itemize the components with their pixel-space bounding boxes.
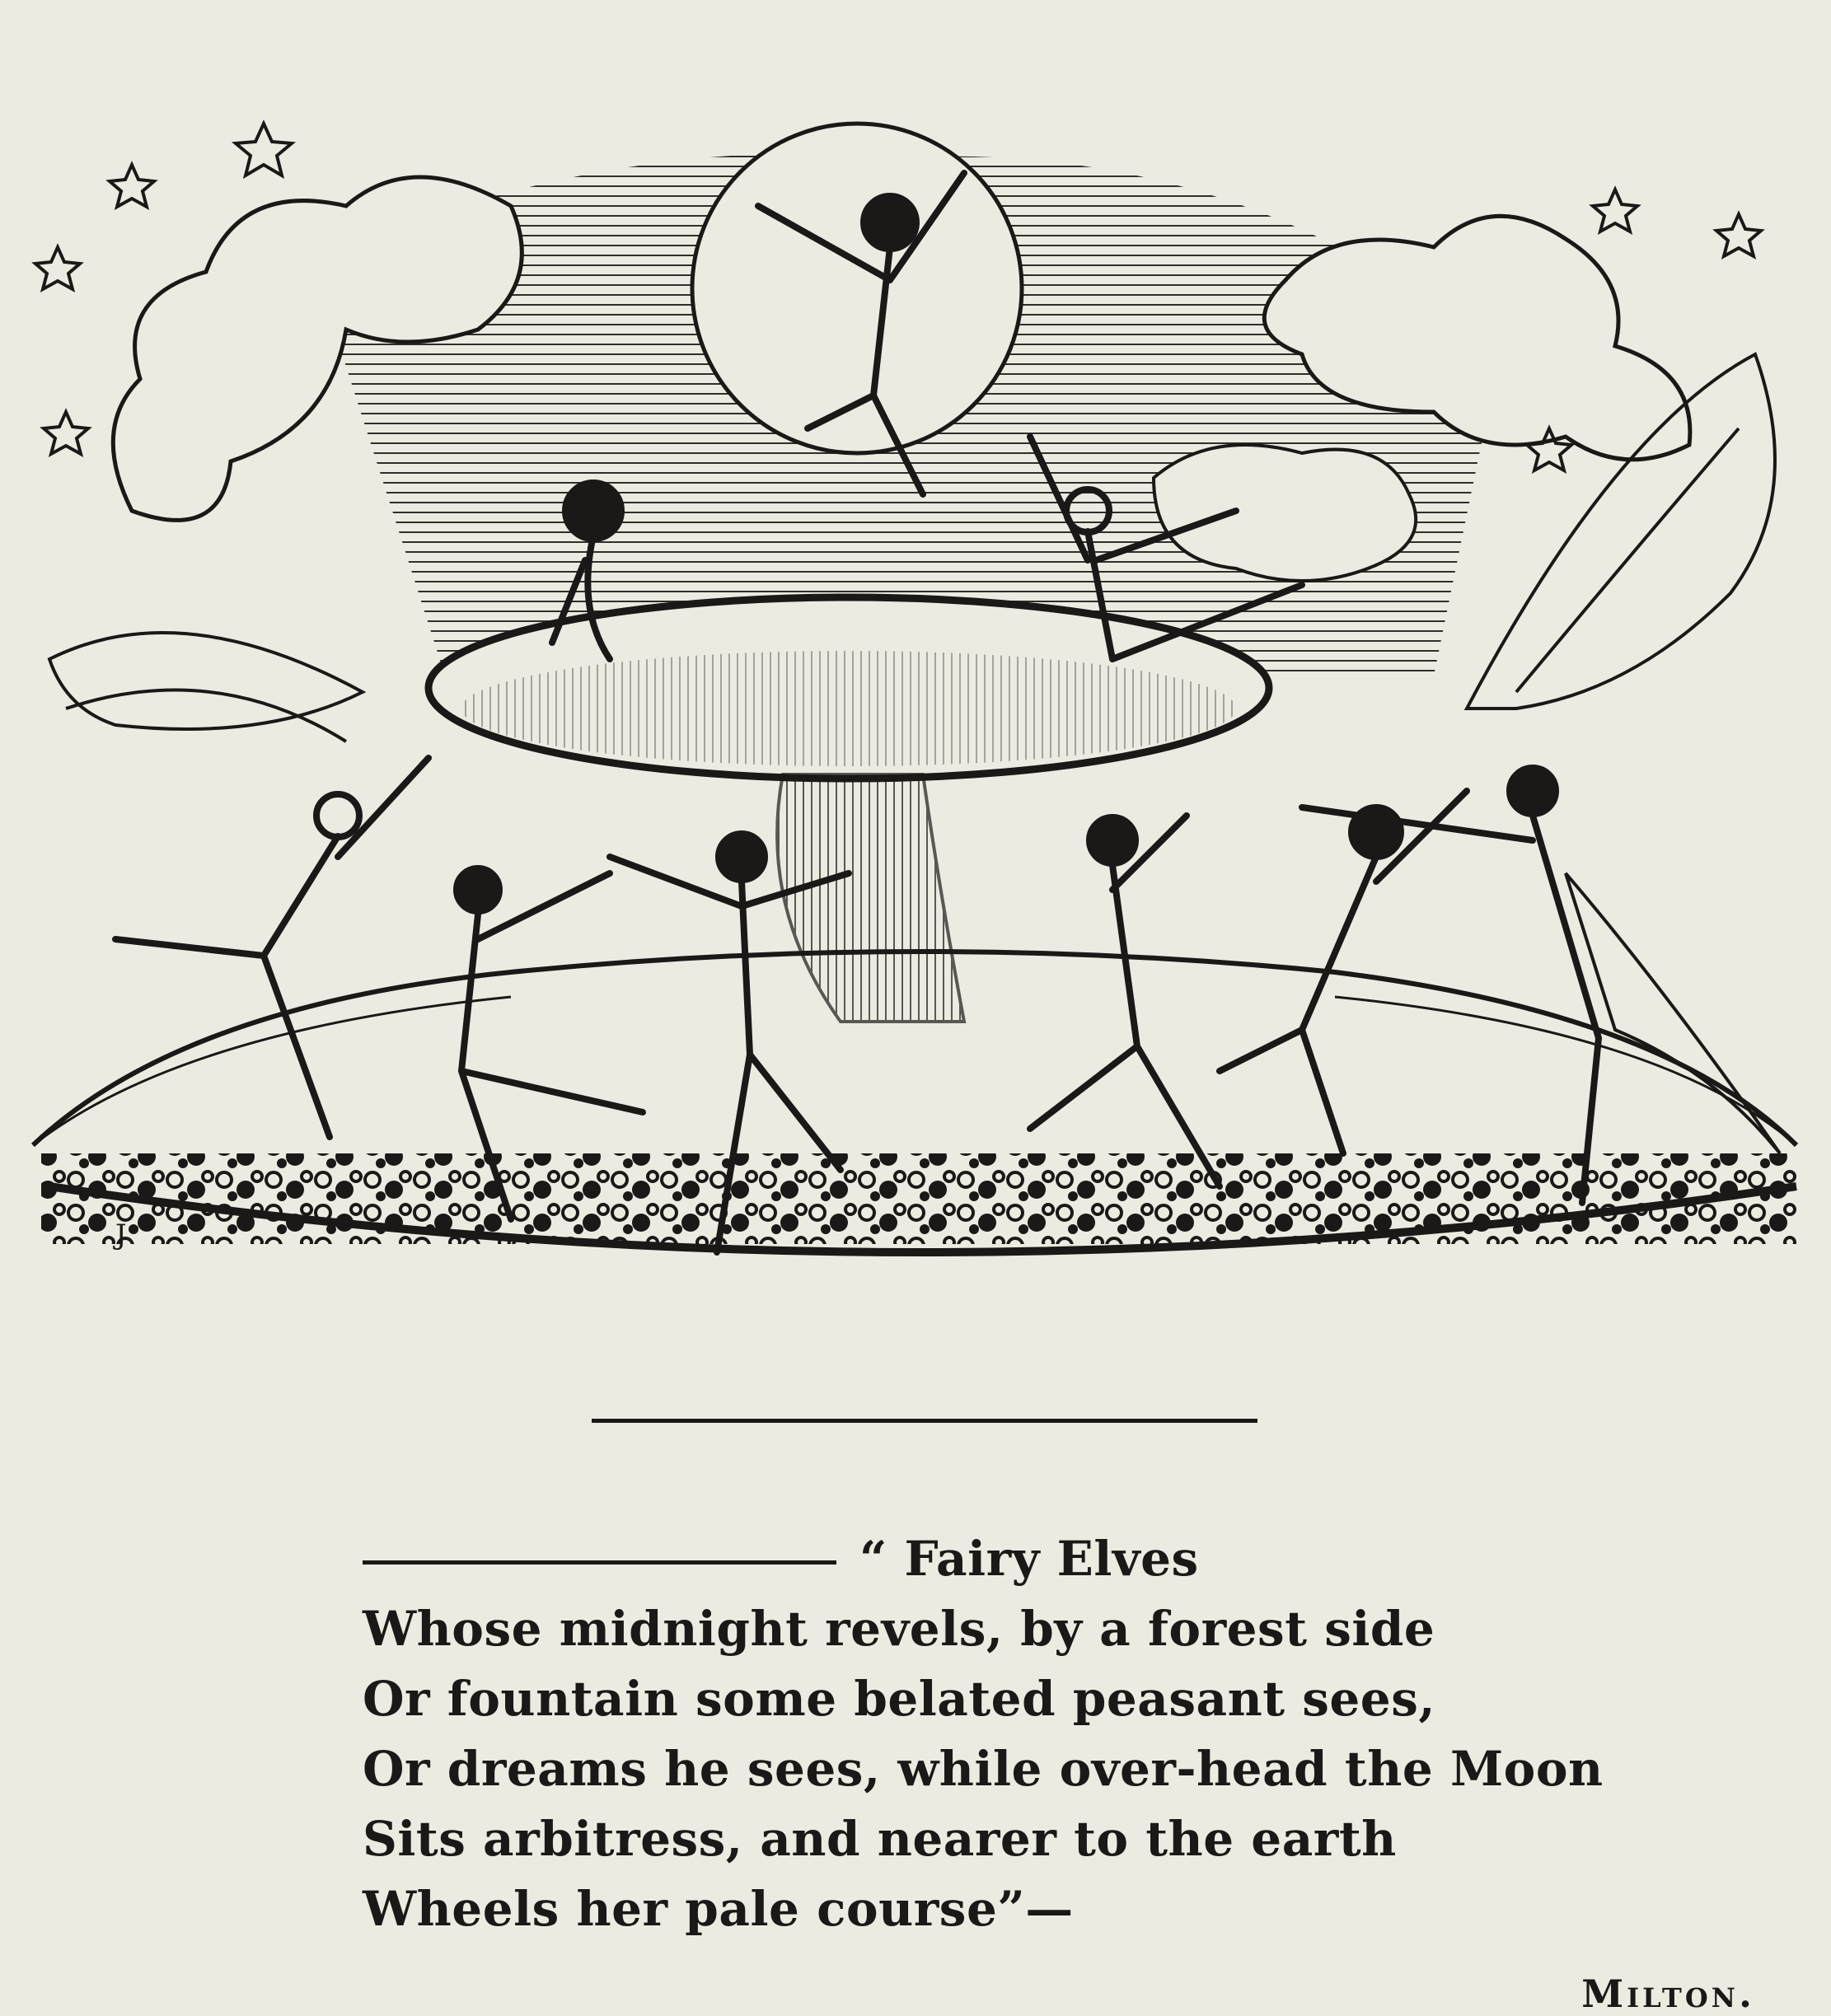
verse-line-2: Whose midnight revels, by a forest side xyxy=(363,1601,1435,1657)
verse-block xyxy=(363,1524,1681,1944)
mushroom-stem xyxy=(777,774,964,1022)
verse-line-4: Or dreams he sees, while over-head the Moon xyxy=(363,1741,1604,1797)
verse-line-3: Or fountain some belated peasant sees, xyxy=(363,1671,1436,1727)
verse-line-1-text: “ Fairy Elves xyxy=(859,1531,1199,1587)
attribution: Milton. xyxy=(1581,1972,1755,2016)
fairy-ring-illustration xyxy=(16,82,1813,1318)
verse-line-5: Sits arbitress, and nearer to the earth xyxy=(363,1811,1397,1867)
lead-rule xyxy=(363,1560,836,1565)
verse-line-6: Wheels her pale course”— xyxy=(363,1881,1074,1937)
verse-line-1 xyxy=(363,1524,1681,1594)
artist-monogram: J xyxy=(115,1218,127,1251)
foliage-border xyxy=(41,1153,1796,1244)
section-divider xyxy=(592,1419,1257,1423)
